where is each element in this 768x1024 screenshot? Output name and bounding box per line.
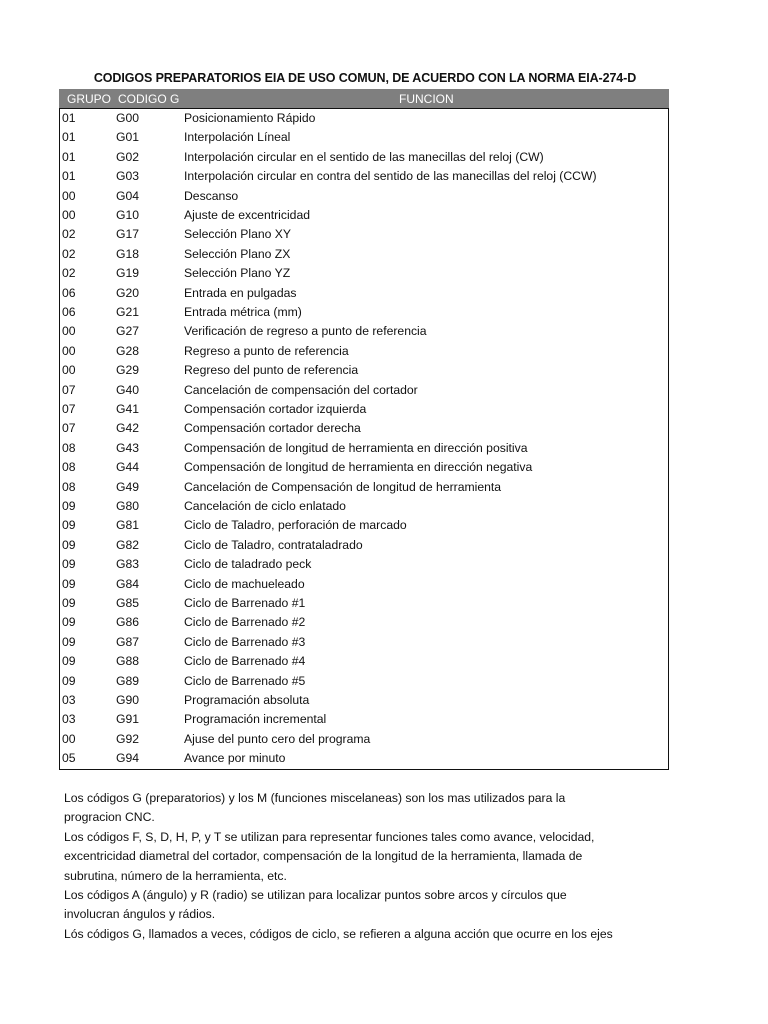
- cell-grupo: 00: [62, 363, 76, 378]
- cell-codigo: G87: [116, 634, 140, 649]
- table-row: [60, 109, 668, 128]
- table-row: [60, 167, 668, 186]
- note-line: subrutina, número de la herramienta, etc.: [64, 868, 287, 883]
- cell-codigo: G49: [116, 479, 140, 494]
- cell-codigo: G18: [116, 246, 140, 261]
- table-row: [60, 264, 668, 283]
- table-row: [60, 672, 668, 691]
- cell-grupo: 00: [62, 343, 76, 358]
- cell-funcion: Ciclo de taladrado peck: [184, 557, 312, 572]
- note-line: excentricidad diametral del cortador, compensación de la longitud de la herramienta, llamada de: [64, 849, 583, 864]
- cell-funcion: Selección Plano ZX: [184, 246, 291, 261]
- cell-codigo: G21: [116, 305, 140, 319]
- cell-funcion: Regreso del punto de referencia: [184, 363, 359, 378]
- cell-grupo: 03: [62, 712, 76, 727]
- cell-grupo: 09: [62, 654, 76, 669]
- cell-codigo: G28: [116, 343, 140, 358]
- cell-grupo: 07: [62, 421, 76, 436]
- cell-codigo: G27: [116, 324, 140, 339]
- cell-grupo: 01: [62, 149, 76, 164]
- note-line: Los códigos F, S, D, H, P, y T se utilizan para representar funciones tales como avance, velocidad,: [64, 829, 595, 844]
- note-line: Lós códigos G, llamados a veces, códigos de ciclo, se refieren a alguna acción que ocurre en los ejes: [64, 926, 613, 941]
- cell-grupo: 02: [62, 227, 76, 242]
- cell-grupo: 09: [62, 557, 76, 572]
- cell-grupo: 07: [62, 402, 76, 416]
- table-row: [60, 458, 668, 477]
- cell-codigo: G44: [116, 460, 140, 475]
- cell-grupo: 06: [62, 285, 76, 300]
- cell-funcion: Entrada métrica (mm): [184, 305, 302, 319]
- cell-codigo: G85: [116, 596, 140, 610]
- cell-grupo: 05: [62, 751, 76, 766]
- cell-grupo: 08: [62, 460, 76, 475]
- cell-grupo: 00: [62, 324, 76, 339]
- cell-codigo: G42: [116, 421, 140, 436]
- cell-codigo: G90: [116, 693, 140, 707]
- cell-grupo: 06: [62, 305, 76, 319]
- cell-codigo: G84: [116, 576, 140, 591]
- cell-funcion: Cancelación de compensación del cortador: [184, 382, 418, 397]
- cell-grupo: 01: [62, 169, 76, 184]
- cell-codigo: G04: [116, 188, 140, 203]
- cell-codigo: G91: [116, 712, 140, 727]
- cell-funcion: Compensación de longitud de herramienta en dirección negativa: [184, 460, 533, 475]
- table-row: [60, 322, 668, 341]
- table-row: [60, 652, 668, 671]
- header-grupo: GRUPO: [67, 92, 112, 106]
- table-row: [60, 691, 668, 710]
- table-row: [60, 536, 668, 555]
- cell-funcion: Compensación de longitud de herramienta en dirección positiva: [184, 440, 528, 455]
- cell-grupo: 09: [62, 596, 76, 610]
- cell-codigo: G86: [116, 615, 140, 630]
- cell-codigo: G17: [116, 227, 140, 242]
- cell-funcion: Compensación cortador izquierda: [184, 402, 367, 416]
- cell-codigo: G92: [116, 731, 140, 746]
- cell-funcion: Ciclo de Barrenado #1: [184, 596, 306, 610]
- note-line: involucran ángulos y rádios.: [64, 907, 216, 922]
- cell-funcion: Ciclo de machueleado: [184, 576, 305, 591]
- cell-funcion: Interpolación circular en contra del sentido de las manecillas del reloj (CCW): [184, 169, 597, 184]
- table-row: [60, 613, 668, 632]
- header-funcion: FUNCION: [399, 92, 454, 106]
- cell-grupo: 02: [62, 266, 76, 281]
- cell-codigo: G03: [116, 169, 140, 184]
- cell-grupo: 01: [62, 111, 76, 125]
- cell-funcion: Ciclo de Taladro, perforación de marcado: [184, 518, 407, 533]
- cell-codigo: G41: [116, 402, 140, 416]
- cell-grupo: 08: [62, 479, 76, 494]
- cell-funcion: Interpolación circular en el sentido de las manecillas del reloj (CW): [184, 149, 544, 164]
- table-row: [60, 749, 668, 768]
- cell-funcion: Compensación cortador derecha: [184, 421, 361, 436]
- table-header: [59, 89, 669, 108]
- table-row: [60, 730, 668, 749]
- cell-funcion: Selección Plano XY: [184, 227, 292, 242]
- table-row: [60, 303, 668, 322]
- codes-table: [59, 108, 669, 770]
- cell-funcion: Ajuste de excentricidad: [184, 208, 311, 222]
- table-row: [60, 187, 668, 206]
- cell-grupo: 07: [62, 382, 76, 397]
- cell-codigo: G89: [116, 673, 140, 688]
- cell-funcion: Avance por minuto: [184, 751, 286, 766]
- table-row: [60, 361, 668, 380]
- table-row: [60, 710, 668, 729]
- cell-grupo: 08: [62, 440, 76, 455]
- cell-codigo: G94: [116, 751, 140, 766]
- cell-grupo: 02: [62, 246, 76, 261]
- cell-grupo: 09: [62, 499, 76, 513]
- cell-funcion: Interpolación Líneal: [184, 130, 291, 145]
- table-row: [60, 245, 668, 264]
- note-line: progracion CNC.: [64, 810, 155, 825]
- cell-funcion: Cancelación de Compensación de longitud de herramienta: [184, 479, 502, 494]
- cell-codigo: G82: [116, 537, 140, 552]
- cell-grupo: 09: [62, 576, 76, 591]
- cell-codigo: G02: [116, 149, 140, 164]
- cell-grupo: 09: [62, 537, 76, 552]
- cell-funcion: Entrada en pulgadas: [184, 285, 297, 300]
- table-row: [60, 225, 668, 244]
- cell-funcion: Posicionamiento Rápido: [184, 111, 316, 125]
- table-row: [60, 594, 668, 613]
- table-row: [60, 342, 668, 361]
- cell-funcion: Ciclo de Barrenado #4: [184, 654, 306, 669]
- table-row: [60, 575, 668, 594]
- cell-codigo: G20: [116, 285, 140, 300]
- cell-grupo: 03: [62, 693, 76, 707]
- table-row: [60, 128, 668, 147]
- table-row: [60, 439, 668, 458]
- page-title: CODIGOS PREPARATORIOS EIA DE USO COMUN, DE ACUERDO CON LA NORMA EIA-274-D: [93, 71, 637, 85]
- cell-funcion: Regreso a punto de referencia: [184, 343, 349, 358]
- notes-section: [64, 789, 674, 944]
- cell-grupo: 00: [62, 731, 76, 746]
- cell-codigo: G81: [116, 518, 140, 533]
- cell-funcion: Programación absoluta: [184, 693, 310, 707]
- table-row: [60, 206, 668, 225]
- table-row: [60, 284, 668, 303]
- cell-funcion: Ciclo de Taladro, contrataladrado: [184, 537, 363, 552]
- cell-codigo: G01: [116, 130, 140, 145]
- cell-codigo: G43: [116, 440, 140, 455]
- cell-funcion: Cancelación de ciclo enlatado: [184, 499, 346, 513]
- cell-funcion: Verificación de regreso a punto de referencia: [184, 324, 427, 339]
- cell-codigo: G29: [116, 363, 140, 378]
- cell-grupo: 09: [62, 518, 76, 533]
- cell-codigo: G83: [116, 557, 140, 572]
- cell-grupo: 09: [62, 634, 76, 649]
- header-codigo: CODIGO G: [118, 92, 180, 106]
- table-row: [60, 497, 668, 516]
- cell-funcion: Selección Plano YZ: [184, 266, 291, 281]
- table-row: [60, 555, 668, 574]
- note-line: Los códigos G (preparatorios) y los M (funciones miscelaneas) son los mas utilizados para la: [64, 791, 566, 805]
- cell-funcion: Descanso: [184, 188, 239, 203]
- cell-grupo: 00: [62, 188, 76, 203]
- cell-funcion: Ciclo de Barrenado #3: [184, 634, 306, 649]
- cell-funcion: Programación incremental: [184, 712, 327, 727]
- table-row: [60, 478, 668, 497]
- cell-codigo: G80: [116, 499, 140, 513]
- cell-codigo: G19: [116, 266, 140, 281]
- cell-grupo: 01: [62, 130, 76, 145]
- table-row: [60, 148, 668, 167]
- cell-funcion: Ciclo de Barrenado #2: [184, 615, 306, 630]
- table-row: [60, 419, 668, 438]
- table-row: [60, 633, 668, 652]
- note-line: Los códigos A (ángulo) y R (radio) se utilizan para localizar puntos sobre arcos y círculos que: [64, 888, 567, 903]
- cell-grupo: 09: [62, 673, 76, 688]
- cell-grupo: 00: [62, 208, 76, 222]
- cell-grupo: 09: [62, 615, 76, 630]
- cell-codigo: G00: [116, 111, 140, 125]
- cell-funcion: Ciclo de Barrenado #5: [184, 673, 306, 688]
- cell-codigo: G10: [116, 208, 140, 222]
- cell-funcion: Ajuse del punto cero del programa: [184, 731, 371, 746]
- table-row: [60, 516, 668, 535]
- table-row: [60, 381, 668, 400]
- cell-codigo: G40: [116, 382, 140, 397]
- table-row: [60, 400, 668, 419]
- cell-codigo: G88: [116, 654, 140, 669]
